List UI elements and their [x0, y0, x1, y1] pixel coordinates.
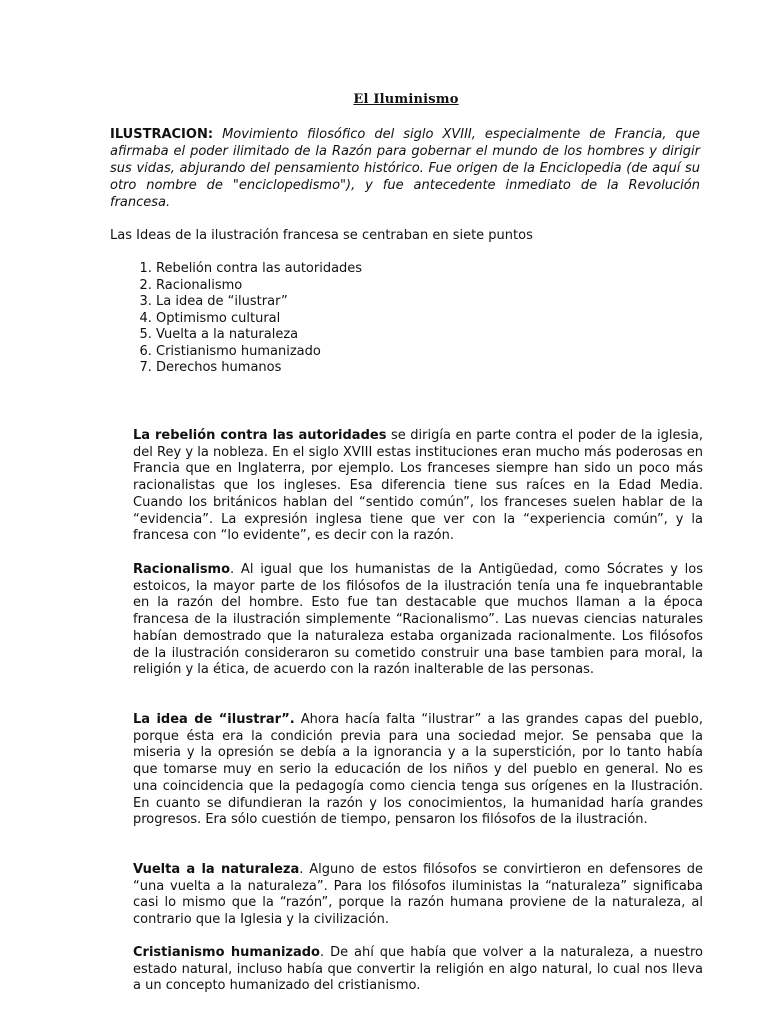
- section-body: . De ahí que había que volver a la naturaleza, a nuestro estado natural, incluso había que convertir la religión en algo natural, lo cual nos lleva a un concepto humanizado del cristianismo.: [133, 945, 704, 994]
- list-item: 4. Optimismo cultural: [156, 311, 362, 328]
- section-cristianismo: [133, 945, 703, 995]
- section-heading: Cristianismo humanizado: [133, 945, 320, 960]
- section-ilustrar: [133, 712, 703, 829]
- list-item: 3. La idea de “ilustrar”: [156, 294, 362, 311]
- list-item: 7. Derechos humanos: [156, 360, 362, 377]
- section-heading: La rebelión contra las autoridades: [133, 428, 387, 443]
- section-heading: Vuelta a la naturaleza: [133, 862, 300, 877]
- section-rebelion: [133, 428, 703, 545]
- intro-term: ILUSTRACION:: [110, 127, 214, 142]
- points-lead-text: Las Ideas de la ilustración francesa se centraban en siete puntos: [110, 228, 533, 243]
- list-item: 1. Rebelión contra las autoridades: [156, 261, 362, 278]
- section-body: . Alguno de estos filósofos se convirtieron en defensores de “una vuelta a la naturaleza”. Para los filósofos iluministas la “naturaleza” significaba casi lo mismo que la “razón”, porque la razón humana proviene de la naturaleza, al contrario que la Iglesia y la civilización.: [133, 862, 704, 928]
- intro-paragraph: [110, 126, 700, 211]
- list-item: 6. Cristianismo humanizado: [156, 344, 362, 361]
- section-body: se dirigía en parte contra el poder de la iglesia, del Rey y la nobleza. En el siglo XVIII estas instituciones eran mucho más poderosas en Francia que en Inglaterra, por ejemplo. Los franceses siempre han sido un poco más racionalistas que los ingleses. Esa diferencia tiene sus raíces en la Edad Media. Cuando los británicos hablan del “sentido común”, los franceses suelen hablar de la “evidencia”. La expresión inglesa tiene que ver con la “experiencia común”, y la francesa con “lo evidente”, es decir con la razón.: [133, 428, 703, 544]
- section-body: . Al igual que los humanistas de la Antigüedad, como Sócrates y los estoicos, la mayor parte de los filósofos de la ilustración tenía una fe inquebrantable en la razón del hombre. Esto fue tan destacable que muchos llaman a la época francesa de la ilustración simplemente “Racionalismo”. Las nuevas ciencias naturales habían demostrado que la naturaleza estaba organizada racionalmente. Los filósofos de la ilustración consideraron su cometido construir una base tambien para moral, la religión y la ética, de acuerdo con la razón inalterable de las personas.: [133, 562, 703, 678]
- section-racionalismo: [133, 562, 703, 679]
- section-heading: La idea de “ilustrar”.: [133, 712, 295, 727]
- list-item: 2. Racionalismo: [156, 278, 362, 295]
- section-heading: Racionalismo: [133, 562, 231, 577]
- section-naturaleza: [133, 862, 703, 929]
- document-title: El Iluminismo: [353, 92, 459, 107]
- list-item: 5. Vuelta a la naturaleza: [156, 327, 362, 344]
- section-body: Ahora hacía falta “ilustrar” a las grandes capas del pueblo, porque ésta era la condición previa para una sociedad mejor. Se pensaba que la miseria y la opresión se debía a la ignorancia y a la superstición, por lo tanto había que tomarse muy en serio la educación de los niños y del pueblo en general. No es una coincidencia que la pedagogía como ciencia tenga sus orígenes en la Ilustración. En cuanto se difundieran la razón y los conocimientos, la humanidad haría grandes progresos. Era sólo cuestión de tiempo, pensaron los filósofos de la ilustración.: [133, 712, 703, 828]
- points-list: [110, 261, 362, 377]
- intro-definition: Movimiento filosófico del siglo XVIII, especialmente de Francia, que afirmaba el poder ilimitado de la Razón para gobernar el mundo de los hombres y dirigir sus vidas, abjurando del pensamiento histórico. Fue origen de la Enciclopedia (de aquí su otro nombre de "enciclopedismo"), y fue antecedente inmediato de la Revolución francesa.: [110, 127, 700, 210]
